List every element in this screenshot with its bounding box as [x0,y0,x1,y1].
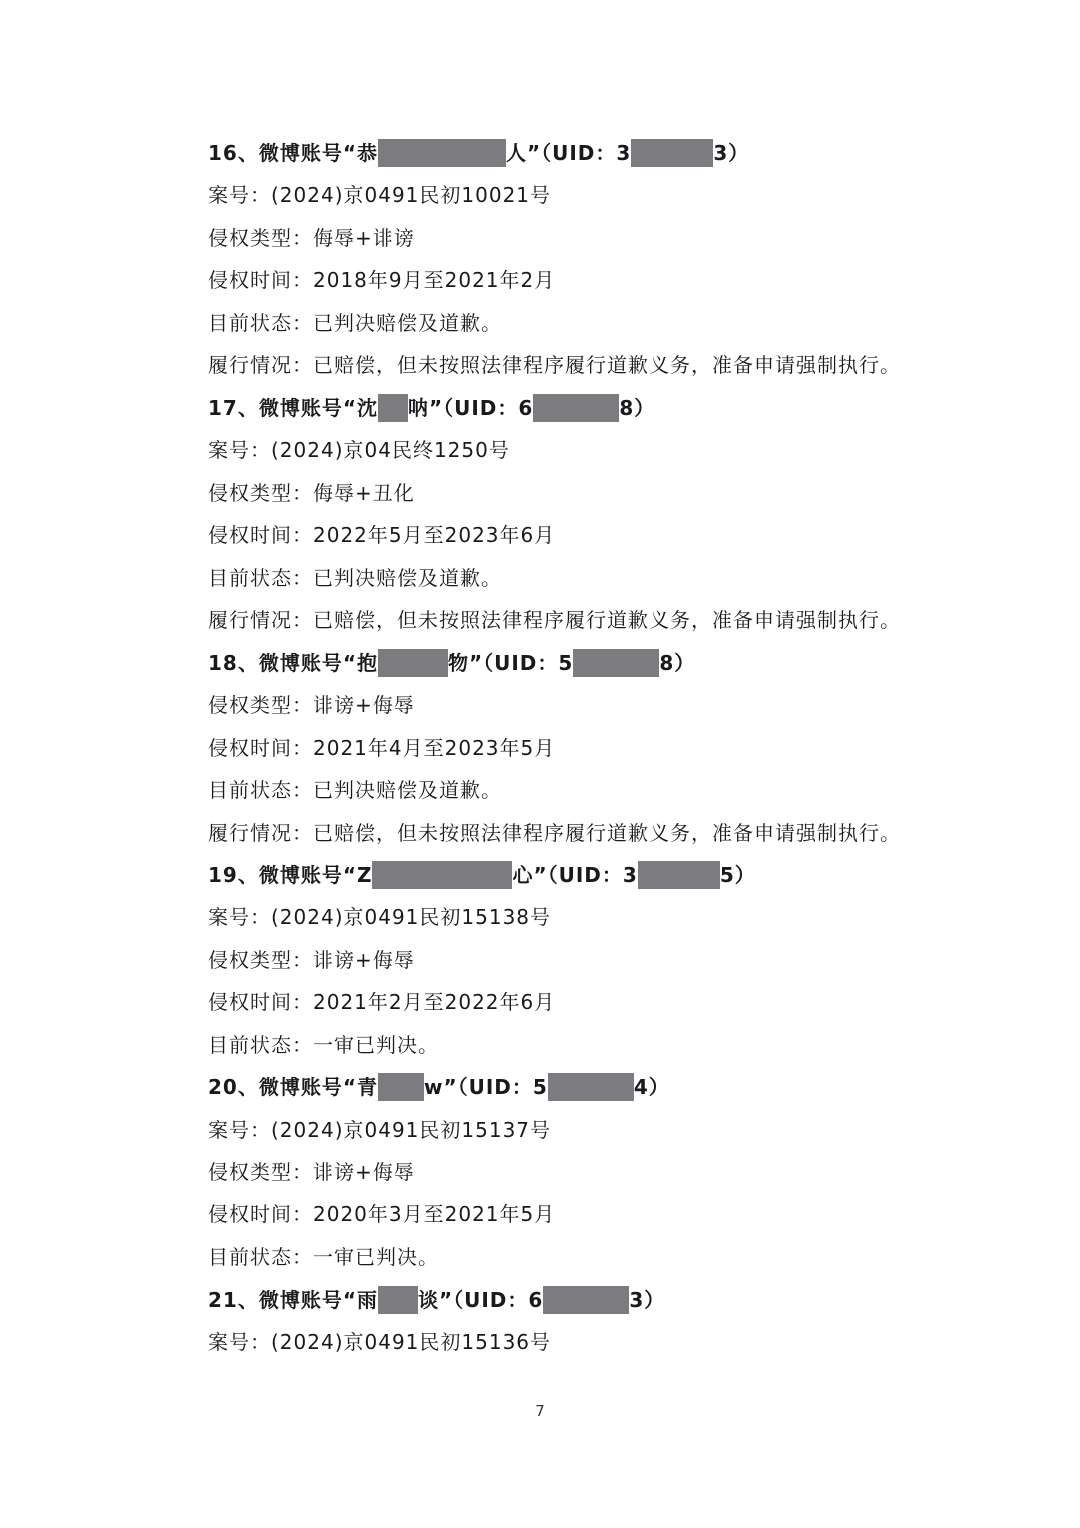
entry-19-heading-prefix: 19、微博账号“Z [208,863,373,887]
entry-17-heading [208,394,655,422]
entry-16-infringement-type: 侵权类型：侮辱+诽谤 [208,226,415,250]
entry-18-infringement-type: 侵权类型：诽谤+侮辱 [208,693,415,717]
redaction-bar [533,394,619,422]
entry-20-heading [208,1073,670,1101]
entry-17-heading-prefix: 17、微博账号“沈 [208,396,378,420]
entry-17-infringement-type: 侵权类型：侮辱+丑化 [208,481,415,505]
entry-20-infringement-type: 侵权类型：诽谤+侮辱 [208,1160,415,1184]
entry-17-heading-middle: 呐”（UID：6 [407,396,534,420]
entry-20-heading-end: 4） [633,1075,670,1099]
redaction-bar [638,861,720,889]
entry-17-current-status: 目前状态：已判决赔偿及道歉。 [208,566,502,590]
entry-18-performance: 履行情况：已赔偿，但未按照法律程序履行道歉义务，准备申请强制执行。 [208,821,901,845]
redaction-bar [378,1073,424,1101]
entry-18-heading-prefix: 18、微博账号“抱 [208,651,378,675]
entry-18-heading-end: 8） [659,651,696,675]
entry-20-heading-prefix: 20、微博账号“青 [208,1075,378,1099]
entry-17-infringement-period: 侵权时间：2022年5月至2023年6月 [208,523,556,547]
entry-16-heading [208,139,749,167]
entry-16-heading-middle: 人”（UID：3 [505,141,632,165]
entry-18-current-status: 目前状态：已判决赔偿及道歉。 [208,778,502,802]
entry-16-heading-prefix: 16、微博账号“恭 [208,141,378,165]
entry-19-heading-middle: 心”（UID：3 [512,863,638,887]
entry-18-infringement-period: 侵权时间：2021年4月至2023年5月 [208,736,556,760]
entry-21-heading-end: 3） [629,1288,666,1312]
entry-18-heading [208,649,695,677]
entry-16-infringement-period: 侵权时间：2018年9月至2021年2月 [208,268,556,292]
entry-17-case-number: 案号：(2024)京04民终1250号 [208,438,510,462]
entry-17-performance: 履行情况：已赔偿，但未按照法律程序履行道歉义务，准备申请强制执行。 [208,608,901,632]
redaction-bar [631,139,713,167]
redaction-bar [573,649,659,677]
entry-19-current-status: 目前状态：一审已判决。 [208,1033,439,1057]
entry-17-heading-end: 8） [619,396,656,420]
redaction-bar [378,649,448,677]
entry-16-heading-end: 3） [713,141,750,165]
redaction-bar [543,1286,629,1314]
entry-21-case-number: 案号：(2024)京0491民初15136号 [208,1330,552,1354]
entry-21-heading [208,1286,665,1314]
entry-16-performance: 履行情况：已赔偿，但未按照法律程序履行道歉义务，准备申请强制执行。 [208,353,901,377]
redaction-bar [372,861,512,889]
entry-20-case-number: 案号：(2024)京0491民初15137号 [208,1118,552,1142]
entry-19-infringement-period: 侵权时间：2021年2月至2022年6月 [208,990,556,1014]
redaction-bar [378,394,408,422]
entry-20-current-status: 目前状态：一审已判决。 [208,1245,439,1269]
entry-19-heading-end: 5） [719,863,756,887]
entry-18-heading-middle: 物”（UID：5 [447,651,574,675]
entry-19-infringement-type: 侵权类型：诽谤+侮辱 [208,948,415,972]
entry-16-current-status: 目前状态：已判决赔偿及道歉。 [208,311,502,335]
redaction-bar [548,1073,634,1101]
entry-20-heading-middle: w”（UID：5 [423,1075,548,1099]
entry-19-case-number: 案号：(2024)京0491民初15138号 [208,905,552,929]
page-number: 7 [535,1402,545,1420]
entry-20-infringement-period: 侵权时间：2020年3月至2021年5月 [208,1202,556,1226]
entry-16-case-number: 案号：(2024)京0491民初10021号 [208,183,552,207]
entry-21-heading-prefix: 21、微博账号“雨 [208,1288,378,1312]
entry-21-heading-middle: 谈”（UID：6 [417,1288,544,1312]
redaction-bar [378,1286,418,1314]
redaction-bar [378,139,506,167]
entry-19-heading [208,861,756,889]
